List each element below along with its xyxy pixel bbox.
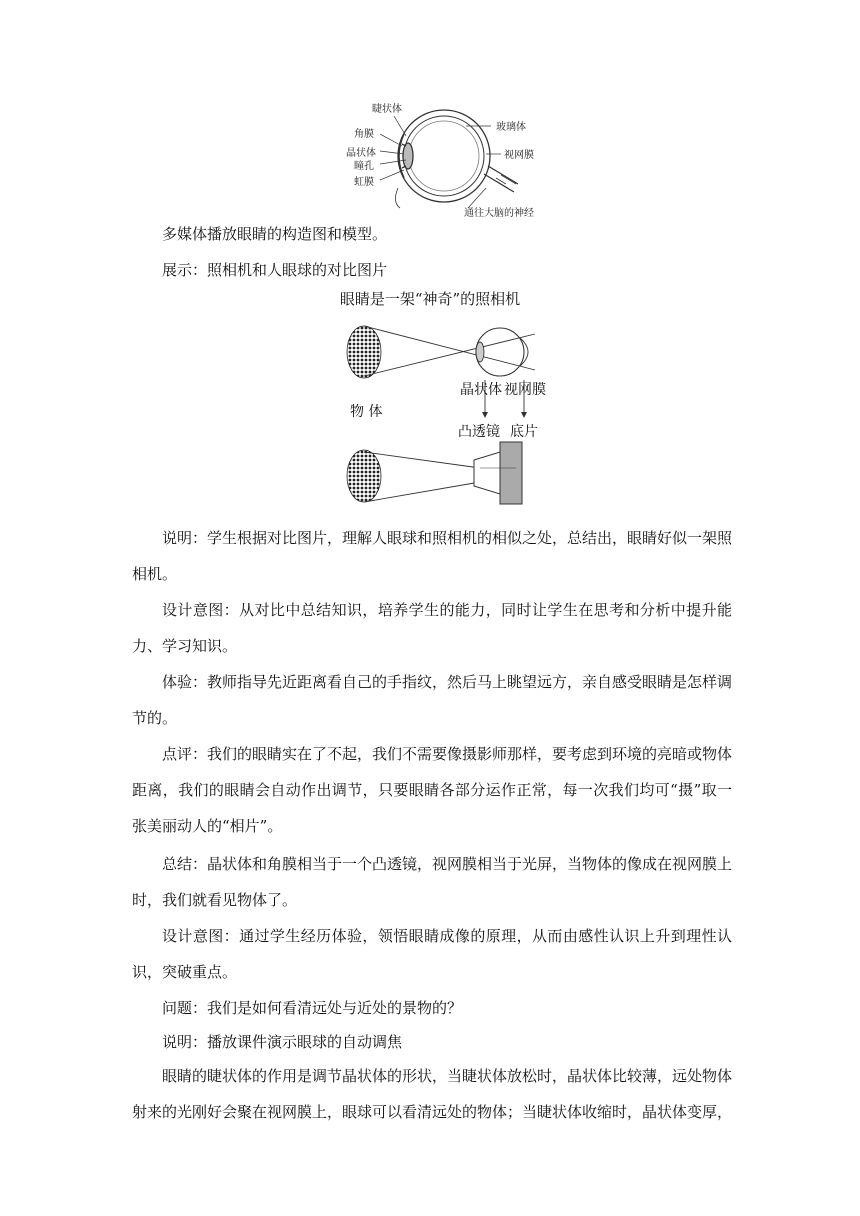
label-object: 物 体 (350, 404, 383, 420)
label-optic-nerve: 通往大脑的神经 (464, 208, 534, 219)
label-lens: 晶状体 (346, 148, 376, 159)
label-pupil: 瞳孔 (354, 161, 374, 172)
label-vitreous-body: 玻璃体 (496, 122, 526, 133)
label-ciliary-body: 睫状体 (372, 104, 402, 115)
paragraph: 说明：播放课件演示眼球的自动调焦 (162, 1033, 403, 1051)
paragraph: 说明：学生根据对比图片，理解人眼球和照相机的相似之处，总结出，眼睛好似一架照相机。 (132, 529, 733, 583)
paragraph: 体验：教师指导先近距离看自己的手指纹，然后马上眺望远方，亲自感受眼睛是怎样调节的。 (132, 673, 733, 727)
label-cornea: 角膜 (354, 129, 374, 140)
paragraph: 设计意图：从对比中总结知识，培养学生的能力，同时让学生在思考和分析中提升能力、学习知识。 (132, 601, 732, 655)
paragraph: 总结：晶状体和角膜相当于一个凸透镜，视网膜相当于光屏，当物体的像成在视网膜上时，我们就看见物体了。 (132, 855, 733, 909)
paragraph: 展示：照相机和人眼球的对比图片 (162, 261, 388, 279)
paragraph: 多媒体播放眼睛的构造图和模型。 (162, 225, 388, 243)
camera-figure-caption: 眼睛是一架“神奇”的照相机 (339, 290, 521, 308)
tree-top-icon (347, 326, 381, 378)
paragraph: 设计意图：通过学生经历体验，领悟眼睛成像的原理，从而由感性认识上升到理性认识，突破重点。 (132, 927, 732, 981)
paragraph: 点评：我们的眼睛实在了不起，我们不需要像摄影师那样，要考虑到环境的亮暗或物体距离，我们的眼睛会自动作出调节，只要眼睛各部分运作正常，每一次我们均可“摄”取一张美丽动人的“相片”。 (132, 745, 733, 835)
eye-structure-figure (336, 96, 550, 220)
label-retina: 视网膜 (504, 150, 534, 161)
label-convex-lens: 凸透镜 (458, 424, 500, 440)
tree-bottom-icon (347, 450, 381, 502)
label-iris: 虹膜 (354, 177, 374, 188)
camera-eye-comparison-figure (340, 318, 550, 514)
paragraph: 眼睛的睫状体的作用是调节晶状体的形状，当睫状体放松时，晶状体比较薄，远处物体射来的光刚好会聚在视网膜上，眼球可以看清远处的物体；当睫状体收缩时，晶状体变厚， (132, 1067, 733, 1121)
label-eye-retina: 视网膜 (504, 382, 546, 398)
paragraph: 问题：我们是如何看清远处与近处的景物的？ (162, 999, 463, 1017)
label-film: 底片 (510, 424, 538, 440)
label-eye-lens: 晶状体 (460, 382, 502, 398)
